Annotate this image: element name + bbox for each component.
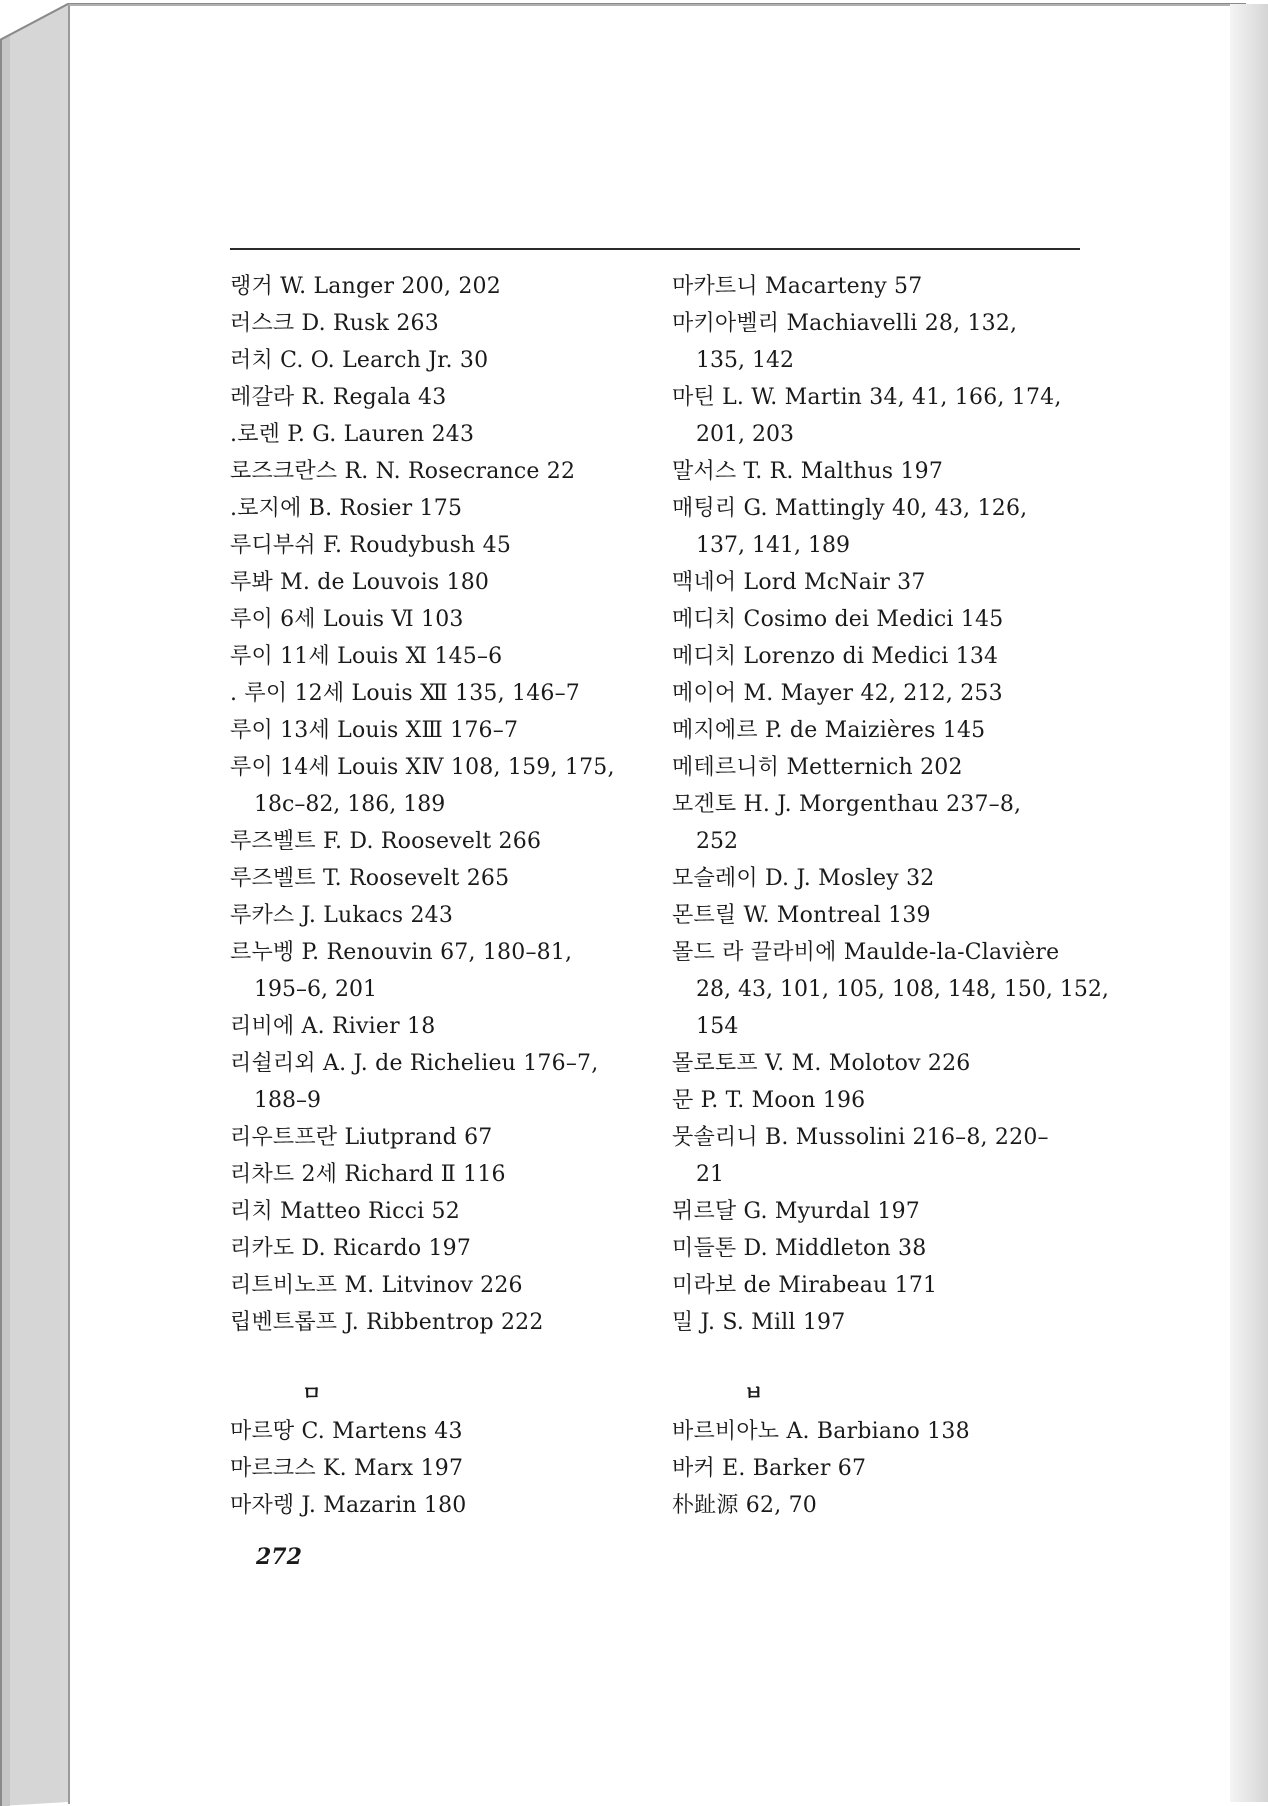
index-entry-text: 밀 J. S. Mill 197 <box>672 1310 846 1335</box>
index-entry-text: 마르크스 K. Marx 197 <box>230 1456 464 1481</box>
index-column-left <box>230 268 650 1524</box>
index-entry <box>230 1413 650 1450</box>
index-entry <box>230 379 650 416</box>
index-entry <box>672 305 1092 379</box>
index-entry-text: 몰드 라 끌라비에 Maulde-la-Clavière <box>672 940 1060 965</box>
section-heading-mieum: ㅁ <box>302 1381 322 1405</box>
index-entry <box>672 1193 1092 1230</box>
index-entry-text: 러스크 D. Rusk 263 <box>230 311 439 336</box>
index-entry-text: 미라보 de Mirabeau 171 <box>672 1273 938 1298</box>
index-entry-text: 바르비아노 A. Barbiano 138 <box>672 1419 970 1444</box>
index-entry <box>230 1008 650 1045</box>
index-entry-text: 매팅리 G. Mattingly 40, 43, 126, <box>672 496 1028 521</box>
section-gap <box>230 1341 650 1373</box>
index-entry-continuation: 18c–82, 186, 189 <box>254 792 446 817</box>
index-entry-text: 리차드 2세 Richard Ⅱ 116 <box>230 1162 506 1187</box>
index-entry <box>672 712 1092 749</box>
index-entry-text: 리카도 D. Ricardo 197 <box>230 1236 472 1261</box>
index-entry <box>230 1304 650 1341</box>
index-entry <box>230 638 650 675</box>
index-entry <box>672 1267 1092 1304</box>
index-entry-text: 朴趾源 62, 70 <box>672 1493 817 1518</box>
index-entry-text: 모슬레이 D. J. Mosley 32 <box>672 866 935 891</box>
index-entry <box>672 268 1092 305</box>
index-entry-text: 메테르니히 Metternich 202 <box>672 755 963 780</box>
index-entry <box>672 675 1092 712</box>
index-entry-text: 리쉴리외 A. J. de Richelieu 176–7, <box>230 1051 599 1076</box>
index-entry-continuation: 188–9 <box>254 1088 321 1113</box>
index-entry-text: 바커 E. Barker 67 <box>672 1456 867 1481</box>
index-entry-text: 모겐토 H. J. Morgenthau 237–8, <box>672 792 1022 817</box>
index-entry <box>230 934 650 1008</box>
index-entry-text: 메이어 M. Mayer 42, 212, 253 <box>672 681 1003 706</box>
index-entry <box>672 1119 1092 1193</box>
index-entry-continuation: 28, 43, 101, 105, 108, 148, 150, 152, <box>696 977 1109 1002</box>
index-entry-text: 154 <box>696 1014 739 1039</box>
section-gap <box>672 1341 1092 1373</box>
index-entry-text: 말서스 T. R. Malthus 197 <box>672 459 944 484</box>
index-entry-continuation: 21 <box>696 1162 724 1187</box>
index-entry <box>672 934 1109 1008</box>
index-entry-text: 루이 6세 Louis Ⅵ 103 <box>230 607 464 632</box>
index-column-right <box>672 268 1109 1524</box>
index-entry <box>672 453 1092 490</box>
index-entry-text: 마틴 L. W. Martin 34, 41, 166, 174, <box>672 385 1062 410</box>
index-entry <box>672 1413 1092 1450</box>
index-entry-text: 미들톤 D. Middleton 38 <box>672 1236 927 1261</box>
index-entry-text: 리비에 A. Rivier 18 <box>230 1014 436 1039</box>
index-entry-text: 마키아벨리 Machiavelli 28, 132, <box>672 311 1018 336</box>
index-entry <box>672 601 1092 638</box>
index-entry-text: 루이 13세 Louis XⅢ 176–7 <box>230 718 519 743</box>
index-entry <box>230 749 650 823</box>
index-entry <box>230 712 650 749</box>
index-entry <box>230 1230 650 1267</box>
index-entry-text: 몬트릴 W. Montreal 139 <box>672 903 931 928</box>
index-entry <box>230 1045 650 1119</box>
index-entry-continuation: 201, 203 <box>696 422 794 447</box>
index-entry <box>672 379 1092 453</box>
index-entry-text: 루카스 J. Lukacs 243 <box>230 903 454 928</box>
index-entry-text: . 루이 12세 Louis Ⅻ 135, 146–7 <box>230 681 580 706</box>
page-right-edge <box>1230 4 1268 1802</box>
left-entry-list <box>230 268 650 1341</box>
index-entry-text: .로렌 P. G. Lauren 243 <box>230 422 475 447</box>
index-entry <box>230 564 650 601</box>
index-entry <box>672 1082 1092 1119</box>
index-entry <box>230 860 650 897</box>
index-entry-text: 레갈라 R. Regala 43 <box>230 385 447 410</box>
index-entry <box>672 860 1092 897</box>
index-entry <box>230 675 650 712</box>
index-entry <box>672 1230 1092 1267</box>
index-entry-text: .로지에 B. Rosier 175 <box>230 496 463 521</box>
index-entry <box>230 1193 650 1230</box>
index-entry <box>230 305 650 342</box>
index-entry-text: 루디부쉬 F. Roudybush 45 <box>230 533 512 558</box>
index-entry-text: 맥네어 Lord McNair 37 <box>672 570 926 595</box>
index-entry-text: 메디치 Cosimo dei Medici 145 <box>672 607 1004 632</box>
index-entry-text: 루즈벨트 T. Roosevelt 265 <box>230 866 510 891</box>
index-entry-text: 리트비노프 M. Litvinov 226 <box>230 1273 523 1298</box>
index-entry-text: 마자렝 J. Mazarin 180 <box>230 1493 467 1518</box>
index-entry-text: 문 P. T. Moon 196 <box>672 1088 866 1113</box>
index-entry-text: 리우트프란 Liutprand 67 <box>230 1125 493 1150</box>
index-entry-text: 립벤트롭프 J. Ribbentrop 222 <box>230 1310 544 1335</box>
index-entry <box>672 638 1092 675</box>
index-entry <box>672 749 1092 786</box>
index-entry-text: 리치 Matteo Ricci 52 <box>230 1199 460 1224</box>
index-entry-text: 마카트니 Macarteny 57 <box>672 274 923 299</box>
index-entry <box>230 342 650 379</box>
index-entry-text: 랭거 W. Langer 200, 202 <box>230 274 501 299</box>
index-entry <box>672 490 1092 564</box>
top-rule <box>230 248 1080 250</box>
index-entry <box>230 1156 650 1193</box>
index-entry-text: 로즈크란스 R. N. Rosecrance 22 <box>230 459 576 484</box>
left-section-list <box>230 1413 650 1524</box>
index-entry <box>672 1487 1092 1524</box>
index-entry-text: 마르땅 C. Martens 43 <box>230 1419 463 1444</box>
index-entry <box>672 1045 1092 1082</box>
index-entry-text: 뮈르달 G. Myurdal 197 <box>672 1199 920 1224</box>
index-entry-continuation: 135, 142 <box>696 348 794 373</box>
index-entry <box>230 601 650 638</box>
index-entry-text: 루이 14세 Louis XⅣ 108, 159, 175, <box>230 755 615 780</box>
index-entry-text: 러치 C. O. Learch Jr. 30 <box>230 348 489 373</box>
index-entry <box>672 1008 1092 1045</box>
section-heading-bieup: ㅂ <box>744 1381 764 1405</box>
index-entry <box>230 1267 650 1304</box>
index-entry <box>230 1119 650 1156</box>
index-entry-continuation: 137, 141, 189 <box>696 533 850 558</box>
index-entry <box>230 897 650 934</box>
index-entry <box>230 490 650 527</box>
index-entry <box>672 897 1092 934</box>
index-entry-text: 루이 11세 Louis Ⅺ 145–6 <box>230 644 503 669</box>
book-spine <box>0 0 72 1806</box>
index-entry-continuation: 252 <box>696 829 738 854</box>
index-entry-text: 르누벵 P. Renouvin 67, 180–81, <box>230 940 573 965</box>
index-entry-text: 메지에르 P. de Maizières 145 <box>672 718 986 743</box>
right-section-list <box>672 1413 1092 1524</box>
index-entry-text: 메디치 Lorenzo di Medici 134 <box>672 644 999 669</box>
index-entry <box>230 1450 650 1487</box>
index-entry <box>230 416 650 453</box>
index-entry <box>230 823 650 860</box>
index-entry <box>672 564 1092 601</box>
index-entry <box>672 786 1092 860</box>
index-entry <box>672 1450 1092 1487</box>
index-entry-text: 루즈벨트 F. D. Roosevelt 266 <box>230 829 542 854</box>
index-entry-text: 뭇솔리니 B. Mussolini 216–8, 220– <box>672 1125 1049 1150</box>
index-entry <box>230 453 650 490</box>
index-entry-continuation: 195–6, 201 <box>254 977 377 1002</box>
page-number: 272 <box>256 1544 302 1570</box>
index-entry <box>230 268 650 305</box>
index-entry-text: 루봐 M. de Louvois 180 <box>230 570 490 595</box>
index-entry-text: 몰로토프 V. M. Molotov 226 <box>672 1051 971 1076</box>
right-entry-list <box>672 268 1109 1341</box>
index-entry <box>230 527 650 564</box>
index-entry <box>230 1487 650 1524</box>
index-entry <box>672 1304 1092 1341</box>
